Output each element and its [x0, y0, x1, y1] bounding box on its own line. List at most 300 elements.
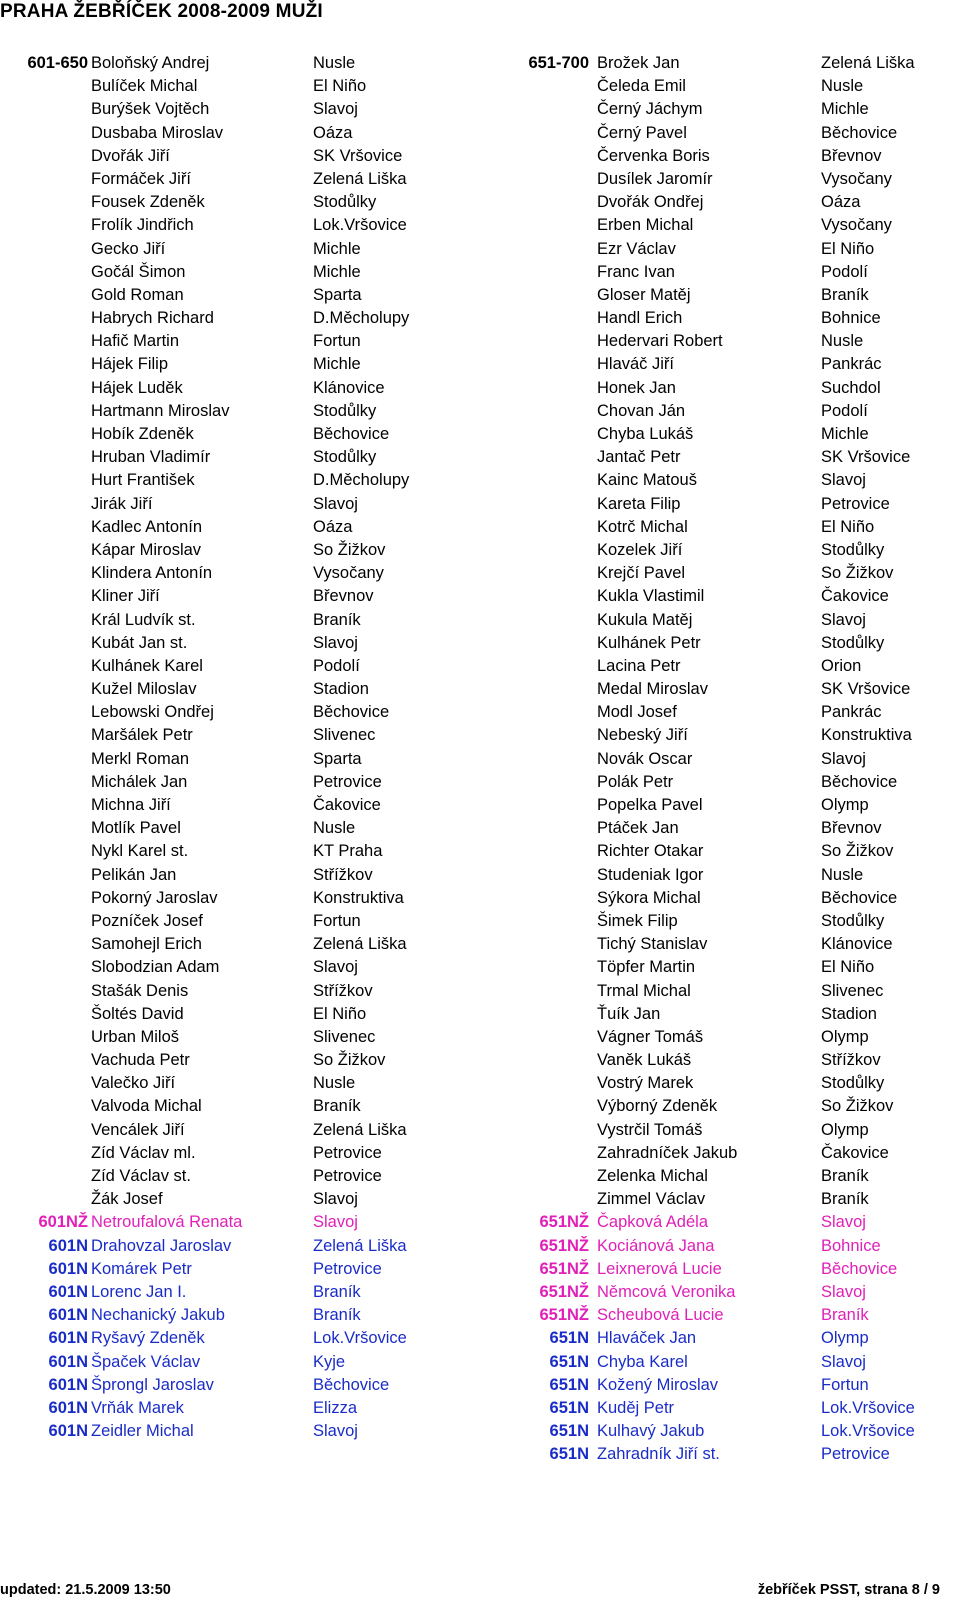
player-row-extra: [0, 1374, 500, 1397]
player-rank: 651N: [549, 1375, 589, 1394]
club-name: Slavoj: [821, 1213, 866, 1232]
club-name: Nusle: [821, 332, 864, 351]
player-row-extra: [505, 1420, 960, 1443]
player-row: [505, 1188, 960, 1211]
club-name: Nusle: [821, 865, 864, 884]
player-row: [505, 307, 960, 330]
player-row: [505, 1072, 960, 1095]
player-name: Špaček Václav: [91, 1352, 201, 1371]
player-rank: 601NŽ: [38, 1213, 88, 1232]
club-name: Braník: [313, 1097, 361, 1116]
player-rank: 651N: [549, 1422, 589, 1441]
player-name: Vostrý Marek: [597, 1074, 694, 1093]
player-name: Novák Oscar: [597, 749, 693, 768]
club-name: Slavoj: [313, 633, 358, 652]
player-name: Kozelek Jiří: [597, 540, 683, 559]
player-name: Zimmel Václav: [597, 1190, 706, 1209]
player-row: [0, 261, 500, 284]
club-name: Nusle: [313, 54, 356, 72]
club-name: Stodůlky: [821, 540, 885, 559]
player-row: [0, 539, 500, 562]
club-name: Čakovice: [821, 587, 889, 606]
player-row: [0, 1095, 500, 1118]
club-name: Slavoj: [313, 1422, 358, 1441]
player-name: Urban Miloš: [91, 1027, 180, 1046]
player-row-extra: [0, 1281, 500, 1304]
club-name: KT Praha: [313, 842, 383, 861]
player-name: Formáček Jiří: [91, 169, 191, 188]
player-name: Polák Petr: [597, 772, 674, 791]
player-row: [505, 980, 960, 1003]
club-name: Olymp: [821, 1120, 869, 1139]
player-row: [505, 840, 960, 863]
club-name: Michle: [821, 100, 869, 119]
player-row: [505, 956, 960, 979]
player-name: Vaněk Lukáš: [597, 1051, 692, 1070]
player-name: Gecko Jiří: [91, 239, 166, 258]
player-name: Němcová Veronika: [597, 1282, 736, 1301]
club-name: Konstruktiva: [313, 888, 404, 907]
player-name: Drahovzal Jaroslav: [91, 1236, 232, 1255]
player-name: Klindera Antonín: [91, 564, 213, 583]
footer-page-info: žebříček PSST, strana 8 / 9: [757, 1582, 940, 1598]
club-name: Braník: [313, 610, 361, 629]
club-name: Sparta: [313, 749, 362, 768]
player-row: [505, 817, 960, 840]
player-row: [0, 887, 500, 910]
player-row: [0, 980, 500, 1003]
player-row: [0, 724, 500, 747]
player-name: Hájek Luděk: [91, 378, 183, 397]
player-name: Habrych Richard: [91, 309, 214, 328]
player-name: Zelenka Michal: [597, 1167, 708, 1185]
rank-range: 651-700: [528, 54, 589, 72]
player-row: [505, 887, 960, 910]
player-row: [505, 145, 960, 168]
player-row: [0, 493, 500, 516]
player-row-extra: [0, 1304, 500, 1327]
club-name: Michle: [313, 262, 361, 281]
player-name: Kužel Miloslav: [91, 680, 197, 699]
player-name: Töpfer Martin: [597, 958, 696, 977]
player-row: [0, 284, 500, 307]
club-name: Slivenec: [313, 726, 376, 745]
player-name: Richter Otakar: [597, 842, 704, 861]
player-name: Pokorný Jaroslav: [91, 888, 218, 907]
player-row: [505, 423, 960, 446]
player-name: Čeleda Emil: [597, 77, 686, 96]
player-name: Vencálek Jiří: [91, 1120, 185, 1139]
player-name: Kulhánek Karel: [91, 656, 203, 675]
player-rank: 651N: [549, 1398, 589, 1417]
player-name: Komárek Petr: [91, 1259, 192, 1278]
player-name: Fousek Zdeněk: [91, 193, 205, 212]
player-name: Merkl Roman: [91, 749, 190, 768]
club-name: Pankrác: [821, 355, 882, 374]
club-name: Podolí: [821, 262, 868, 281]
player-name: Kožený Miroslav: [597, 1375, 719, 1394]
club-name: Vysočany: [821, 216, 892, 235]
player-name: Pozníček Josef: [91, 911, 203, 930]
club-name: Slavoj: [821, 749, 866, 768]
player-row: [505, 1165, 960, 1188]
player-name: Zíd Václav st.: [91, 1167, 191, 1185]
player-name: Boloňský Andrej: [91, 54, 210, 72]
player-name: Hlaváč Jiří: [597, 355, 675, 374]
club-name: D.Měcholupy: [313, 471, 410, 490]
player-row: [505, 330, 960, 353]
player-row-extra: [505, 1351, 960, 1374]
player-row-extra: [0, 1258, 500, 1281]
player-row: [505, 98, 960, 121]
player-rank: 651N: [549, 1445, 589, 1464]
player-name: Lorenc Jan I.: [91, 1282, 187, 1301]
player-name: Kukula Matěj: [597, 610, 693, 629]
player-name: Ťuík Jan: [597, 1004, 661, 1023]
club-name: Běchovice: [313, 425, 390, 443]
player-row-extra: [0, 1351, 500, 1374]
club-name: Střížkov: [313, 981, 373, 1000]
player-name: Zahradníček Jakub: [597, 1143, 738, 1162]
player-row: [0, 168, 500, 191]
player-row: [0, 562, 500, 585]
club-name: Stodůlky: [313, 448, 377, 467]
club-name: Lok.Vršovice: [821, 1422, 915, 1441]
player-name: Sýkora Michal: [597, 888, 701, 907]
player-name: Dvořák Ondřej: [597, 193, 704, 212]
page-title: PRAHA ŽEBŘÍČEK 2008-2009 MUŽI: [0, 1, 323, 22]
club-name: So Žižkov: [821, 564, 894, 583]
club-name: Břevnov: [821, 819, 882, 838]
club-name: Braník: [821, 1190, 869, 1209]
club-name: Slavoj: [821, 1352, 866, 1371]
club-name: Zelená Liška: [313, 935, 407, 954]
club-name: Zelená Liška: [313, 1236, 407, 1255]
club-name: Vysočany: [821, 169, 892, 188]
club-name: Stodůlky: [821, 911, 885, 930]
player-row-extra: [505, 1304, 960, 1327]
club-name: Michle: [313, 355, 361, 374]
club-name: Čakovice: [821, 1143, 889, 1162]
player-row-extra: [505, 1235, 960, 1258]
club-name: Čakovice: [313, 796, 381, 814]
player-row: [505, 238, 960, 261]
club-name: Slavoj: [821, 610, 866, 629]
player-name: Čapková Adéla: [597, 1213, 708, 1232]
player-row: [0, 1188, 500, 1211]
club-name: Slivenec: [821, 981, 884, 1000]
player-name: Zahradník Jiří st.: [597, 1445, 720, 1464]
club-name: Michle: [313, 239, 361, 258]
player-name: Chyba Lukáš: [597, 425, 694, 443]
player-row: [0, 238, 500, 261]
player-name: Černý Jáchym: [597, 100, 703, 119]
club-name: Břevnov: [313, 587, 374, 606]
club-name: Olymp: [821, 1027, 869, 1046]
player-name: Kuděj Petr: [597, 1398, 675, 1417]
footer-updated: updated: 21.5.2009 13:50: [0, 1582, 171, 1598]
club-name: Braník: [313, 1282, 361, 1301]
player-row: [505, 748, 960, 771]
player-name: Kliner Jiří: [91, 587, 160, 606]
club-name: Střížkov: [821, 1051, 881, 1070]
player-rank: 601N: [48, 1282, 88, 1301]
player-row: [505, 400, 960, 423]
player-row-extra: [505, 1443, 960, 1466]
player-row: [0, 1026, 500, 1049]
ranking-column-left: [0, 52, 500, 1443]
player-row: [0, 377, 500, 400]
player-row-extra: [0, 1420, 500, 1443]
player-name: Kareta Filip: [597, 494, 681, 513]
ranking-column-right: [505, 52, 960, 1466]
player-name: Kukla Vlastimil: [597, 587, 705, 606]
player-row: [505, 122, 960, 145]
player-name: Valečko Jiří: [91, 1074, 176, 1093]
player-name: Kainc Matouš: [597, 471, 697, 490]
player-row: [505, 678, 960, 701]
club-name: Běchovice: [313, 703, 390, 722]
player-row: [505, 1003, 960, 1026]
club-name: SK Vršovice: [313, 146, 403, 165]
player-name: Leixnerová Lucie: [597, 1259, 722, 1278]
player-name: Kotrč Michal: [597, 517, 688, 536]
player-name: Valvoda Michal: [91, 1097, 202, 1116]
player-name: Michálek Jan: [91, 772, 188, 791]
club-name: Stadion: [313, 680, 369, 699]
player-name: Slobodzian Adam: [91, 958, 220, 977]
player-row-extra: [0, 1211, 500, 1234]
player-row: [505, 1049, 960, 1072]
player-row: [505, 562, 960, 585]
player-name: Kubát Jan st.: [91, 633, 188, 652]
player-name: Výborný Zdeněk: [597, 1097, 718, 1116]
player-row: [505, 214, 960, 237]
player-name: Maršálek Petr: [91, 726, 193, 745]
club-name: Elizza: [313, 1398, 358, 1417]
player-row: [505, 261, 960, 284]
player-name: Handl Erich: [597, 309, 683, 328]
club-name: Fortun: [313, 332, 361, 351]
club-name: SK Vršovice: [821, 680, 911, 699]
club-name: Oáza: [821, 193, 861, 212]
player-row-extra: [0, 1235, 500, 1258]
player-row: [0, 75, 500, 98]
player-name: Tichý Stanislav: [597, 935, 708, 954]
player-row-extra: [505, 1258, 960, 1281]
player-row: [0, 794, 500, 817]
club-name: Suchdol: [821, 378, 881, 397]
club-name: Stodůlky: [313, 401, 377, 420]
club-name: Zelená Liška: [821, 54, 915, 72]
player-name: Gloser Matěj: [597, 285, 691, 304]
player-rank: 651N: [549, 1329, 589, 1348]
player-name: Burýšek Vojtěch: [91, 100, 210, 119]
player-row: [505, 1026, 960, 1049]
player-name: Žák Josef: [91, 1190, 163, 1209]
club-name: SK Vršovice: [821, 448, 911, 467]
player-rank: 651NŽ: [539, 1236, 589, 1255]
player-row: [0, 1119, 500, 1142]
club-name: So Žižkov: [821, 1097, 894, 1116]
player-row: [0, 191, 500, 214]
club-name: El Niño: [313, 77, 367, 96]
player-row: [0, 1072, 500, 1095]
player-row: [0, 400, 500, 423]
club-name: Sparta: [313, 285, 362, 304]
player-row: [0, 585, 500, 608]
player-name: Jirák Jiří: [91, 494, 153, 513]
club-name: Slavoj: [313, 100, 358, 119]
player-row: [505, 446, 960, 469]
player-row: [0, 353, 500, 376]
player-row-extra: [0, 1327, 500, 1350]
player-name: Vrňák Marek: [91, 1398, 184, 1417]
club-name: Lok.Vršovice: [313, 1329, 407, 1348]
player-name: Vystrčil Tomáš: [597, 1120, 703, 1139]
player-name: Samohejl Erich: [91, 935, 202, 954]
club-name: El Niño: [821, 517, 875, 536]
club-name: Petrovice: [821, 494, 890, 513]
club-name: Běchovice: [821, 1259, 898, 1278]
player-name: Vachuda Petr: [91, 1051, 190, 1070]
club-name: Slavoj: [313, 1190, 358, 1209]
player-row: [0, 423, 500, 446]
player-row: [0, 771, 500, 794]
player-row: [0, 98, 500, 121]
player-row: [0, 307, 500, 330]
player-rank: 651N: [549, 1352, 589, 1371]
player-name: Kociánová Jana: [597, 1236, 715, 1255]
club-name: Konstruktiva: [821, 726, 912, 745]
player-row: [505, 933, 960, 956]
player-row: [0, 52, 500, 75]
player-name: Ptáček Jan: [597, 819, 679, 838]
club-name: So Žižkov: [821, 842, 894, 861]
player-name: Lacina Petr: [597, 656, 681, 675]
player-name: Scheubová Lucie: [597, 1306, 724, 1325]
player-name: Hájek Filip: [91, 355, 169, 374]
club-name: So Žižkov: [313, 1051, 386, 1070]
player-row: [505, 168, 960, 191]
club-name: D.Měcholupy: [313, 309, 410, 328]
player-name: Brožek Jan: [597, 54, 680, 72]
player-name: Pelikán Jan: [91, 865, 177, 884]
player-row: [505, 191, 960, 214]
player-name: Frolík Jindřich: [91, 216, 194, 235]
player-name: Popelka Pavel: [597, 796, 703, 814]
player-row: [0, 145, 500, 168]
player-row: [505, 284, 960, 307]
player-row: [0, 864, 500, 887]
player-name: Franc Ivan: [597, 262, 675, 281]
player-rank: 601N: [48, 1306, 88, 1325]
player-name: Gold Roman: [91, 285, 184, 304]
player-row: [0, 655, 500, 678]
player-row: [0, 609, 500, 632]
club-name: El Niño: [821, 239, 875, 258]
player-row-extra: [505, 1397, 960, 1420]
player-row: [505, 771, 960, 794]
rank-range: 601-650: [27, 54, 88, 72]
club-name: Bohnice: [821, 309, 881, 328]
club-name: Klánovice: [313, 378, 385, 397]
player-name: Honek Jan: [597, 378, 676, 397]
player-name: Motlík Pavel: [91, 819, 181, 838]
club-name: Slivenec: [313, 1027, 376, 1046]
club-name: Petrovice: [313, 1259, 382, 1278]
player-row-extra: [0, 1397, 500, 1420]
club-name: Slavoj: [313, 1213, 358, 1232]
player-name: Hlaváček Jan: [597, 1329, 697, 1348]
club-name: Lok.Vršovice: [313, 216, 407, 235]
player-row: [0, 678, 500, 701]
player-name: Lebowski Ondřej: [91, 703, 214, 722]
club-name: Lok.Vršovice: [821, 1398, 915, 1417]
player-row-extra: [505, 1374, 960, 1397]
player-row: [0, 632, 500, 655]
player-row: [0, 1165, 500, 1188]
club-name: Zelená Liška: [313, 1120, 407, 1139]
club-name: Stodůlky: [313, 193, 377, 212]
player-name: Stašák Denis: [91, 981, 189, 1000]
club-name: Slavoj: [821, 1282, 866, 1301]
player-name: Trmal Michal: [597, 981, 691, 1000]
player-row: [0, 1003, 500, 1026]
player-name: Nykl Karel st.: [91, 842, 189, 861]
club-name: Běchovice: [821, 123, 898, 142]
player-name: Jantač Petr: [597, 448, 681, 467]
club-name: Orion: [821, 656, 862, 675]
player-name: Dvořák Jiří: [91, 146, 170, 165]
player-name: Hedervari Robert: [597, 332, 723, 351]
club-name: Kyje: [313, 1352, 346, 1371]
player-name: Kápar Miroslav: [91, 540, 202, 559]
player-row: [0, 122, 500, 145]
player-name: Medal Miroslav: [597, 680, 708, 699]
player-row: [505, 493, 960, 516]
club-name: Petrovice: [313, 1143, 382, 1162]
club-name: So Žižkov: [313, 540, 386, 559]
player-name: Hobík Zdeněk: [91, 425, 194, 443]
club-name: Michle: [821, 425, 869, 443]
player-row: [505, 910, 960, 933]
player-row: [0, 748, 500, 771]
player-rank: 651NŽ: [539, 1259, 589, 1278]
player-name: Chyba Karel: [597, 1352, 688, 1371]
player-row: [0, 1142, 500, 1165]
club-name: Braník: [821, 1167, 869, 1185]
player-name: Červenka Boris: [597, 146, 710, 165]
player-name: Netroufalová Renata: [91, 1213, 243, 1232]
player-row-extra: [505, 1327, 960, 1350]
player-row: [0, 817, 500, 840]
player-row: [0, 956, 500, 979]
player-rank: 601N: [48, 1259, 88, 1278]
player-row: [505, 1142, 960, 1165]
player-row: [505, 632, 960, 655]
player-row: [505, 655, 960, 678]
player-name: Bulíček Michal: [91, 77, 198, 96]
player-row: [505, 724, 960, 747]
player-row: [505, 469, 960, 492]
player-row: [505, 52, 960, 75]
player-row: [505, 75, 960, 98]
player-rank: 601N: [48, 1398, 88, 1417]
player-row: [505, 1095, 960, 1118]
club-name: Nusle: [821, 77, 864, 96]
player-row: [0, 933, 500, 956]
